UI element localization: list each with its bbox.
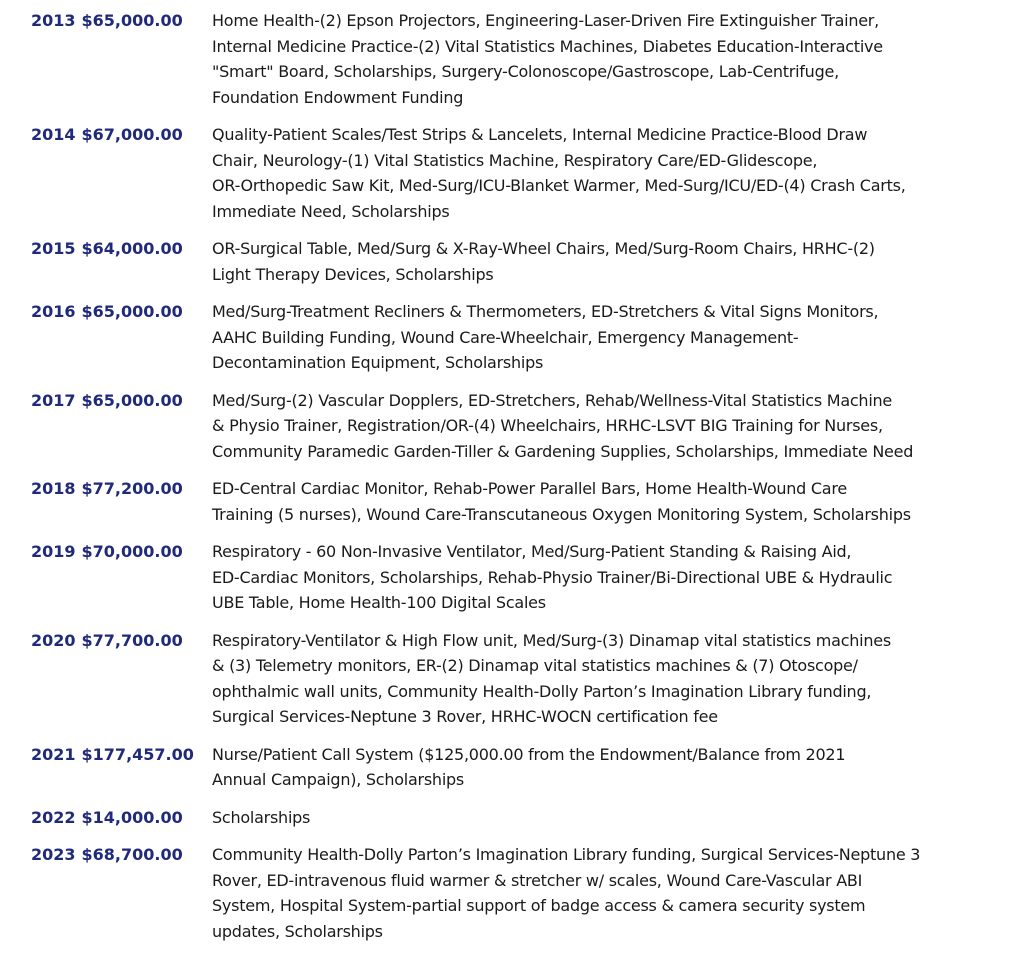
description-line: Med/Surg-(2) Vascular Dopplers, ED-Stretchers, Rehab/Wellness-Vital Statistics Machine	[212, 390, 892, 410]
entry-description	[212, 742, 1004, 793]
entry-year: 2013	[31, 11, 76, 30]
description-line: Community Paramedic Garden-Tiller & Gardening Supplies, Scholarships, Immediate Need	[212, 441, 914, 461]
entry-description	[212, 476, 1004, 527]
description-line: Chair, Neurology-(1) Vital Statistics Machine, Respiratory Care/ED-Glidescope,	[212, 150, 818, 170]
entry-2023	[31, 842, 1004, 944]
description-line: OR-Surgical Table, Med/Surg & X-Ray-Wheel Chairs, Med/Surg-Room Chairs, HRHC-(2)	[212, 239, 875, 258]
entry-year: 2016	[31, 302, 76, 321]
entry-2020	[31, 628, 1004, 730]
description-line: Surgical Services-Neptune 3 Rover, HRHC-WOCN certification fee	[212, 707, 718, 726]
description-line: Immediate Need, Scholarships	[212, 201, 450, 221]
entry-2015	[31, 236, 1004, 287]
description-line: Community Health-Dolly Parton’s Imagination Library funding, Surgical Services-Neptune 3	[212, 845, 921, 864]
entry-heading	[31, 628, 212, 654]
entry-amount: $65,000.00	[81, 390, 183, 410]
entry-2013	[31, 8, 1004, 110]
description-line: ophthalmic wall units, Community Health-Dolly Parton’s Imagination Library funding,	[212, 681, 872, 701]
entry-amount: $65,000.00	[81, 11, 183, 30]
description-line: AAHC Building Funding, Wound Care-Wheelchair, Emergency Management-	[212, 327, 799, 347]
entry-amount: $177,457.00	[81, 744, 194, 764]
entry-heading	[31, 299, 212, 325]
description-line: Annual Campaign), Scholarships	[212, 770, 465, 789]
entry-description	[212, 842, 1004, 944]
description-line: Decontamination Equipment, Scholarships	[212, 353, 544, 372]
description-line: Med/Surg-Treatment Recliners & Thermometers, ED-Stretchers & Vital Signs Monitors,	[212, 302, 879, 321]
entry-description	[212, 628, 1004, 730]
description-line: Nurse/Patient Call System ($125,000.00 from the Endowment/Balance from 2021	[212, 744, 846, 764]
entry-year: 2014	[31, 125, 76, 144]
entry-year: 2015	[31, 239, 76, 258]
entry-year: 2022	[31, 807, 76, 827]
entry-2019	[31, 539, 1004, 616]
description-line: Home Health-(2) Epson Projectors, Engineering-Laser-Driven Fire Extinguisher Trainer,	[212, 11, 879, 30]
entry-year: 2018	[31, 479, 76, 498]
entry-2017	[31, 388, 1004, 465]
description-line: Respiratory - 60 Non-Invasive Ventilator, Med/Surg-Patient Standing & Raising Aid,	[212, 542, 852, 561]
entry-2014	[31, 122, 1004, 224]
entry-description	[212, 539, 1004, 616]
entry-year: 2023	[31, 845, 76, 864]
description-line: & (3) Telemetry monitors, ER-(2) Dinamap vital statistics machines & (7) Otoscope/	[212, 656, 858, 675]
description-line: System, Hospital System-partial support of badge access & camera security system	[212, 896, 866, 915]
description-line: Internal Medicine Practice-(2) Vital Statistics Machines, Diabetes Education-Interactive	[212, 36, 883, 56]
entry-heading	[31, 8, 212, 34]
entry-description	[212, 805, 1004, 831]
entry-amount: $77,700.00	[81, 630, 183, 650]
entry-amount: $68,700.00	[81, 845, 183, 864]
description-line: UBE Table, Home Health-100 Digital Scales	[212, 593, 546, 612]
description-line: Training (5 nurses), Wound Care-Transcutaneous Oxygen Monitoring System, Scholarships	[212, 504, 911, 524]
entry-amount: $65,000.00	[81, 302, 183, 321]
description-line: OR-Orthopedic Saw Kit, Med-Surg/ICU-Blanket Warmer, Med-Surg/ICU/ED-(4) Crash Carts,	[212, 176, 906, 195]
entry-2018	[31, 476, 1004, 527]
description-line: "Smart" Board, Scholarships, Surgery-Colonoscope/Gastroscope, Lab-Centrifuge,	[212, 62, 839, 81]
description-line: Light Therapy Devices, Scholarships	[212, 264, 494, 284]
entry-year: 2019	[31, 542, 76, 561]
entry-year: 2017	[31, 390, 76, 410]
entry-amount: $14,000.00	[81, 807, 183, 827]
entry-heading	[31, 539, 212, 565]
description-line: & Physio Trainer, Registration/OR-(4) Wheelchairs, HRHC-LSVT BIG Training for Nurses,	[212, 416, 883, 435]
description-line: Respiratory-Ventilator & High Flow unit, Med/Surg-(3) Dinamap vital statistics machines	[212, 630, 891, 650]
entry-heading	[31, 476, 212, 502]
entry-heading	[31, 742, 212, 768]
entry-2021	[31, 742, 1004, 793]
entry-2016	[31, 299, 1004, 376]
entry-heading	[31, 842, 212, 868]
entry-heading	[31, 236, 212, 262]
entry-amount: $77,200.00	[81, 479, 183, 498]
entry-heading	[31, 122, 212, 148]
entry-description	[212, 122, 1004, 224]
entry-amount: $70,000.00	[81, 542, 183, 561]
entry-description	[212, 388, 1004, 465]
entry-description	[212, 236, 1004, 287]
entry-2022	[31, 805, 1004, 831]
description-line: ED-Cardiac Monitors, Scholarships, Rehab-Physio Trainer/Bi-Directional UBE & Hydraulic	[212, 567, 893, 587]
description-line: Quality-Patient Scales/Test Strips & Lancelets, Internal Medicine Practice-Blood Draw	[212, 125, 868, 144]
entry-amount: $64,000.00	[81, 239, 183, 258]
description-line: updates, Scholarships	[212, 921, 383, 941]
entry-year: 2020	[31, 630, 76, 650]
entry-year: 2021	[31, 744, 76, 764]
description-line: Foundation Endowment Funding	[212, 87, 464, 107]
entry-heading	[31, 388, 212, 414]
description-line: ED-Central Cardiac Monitor, Rehab-Power Parallel Bars, Home Health-Wound Care	[212, 479, 847, 498]
entry-heading	[31, 805, 212, 831]
entry-description	[212, 8, 1004, 110]
entry-amount: $67,000.00	[81, 125, 183, 144]
entry-description	[212, 299, 1004, 376]
description-line: Rover, ED-intravenous fluid warmer & stretcher w/ scales, Wound Care-Vascular ABI	[212, 870, 863, 890]
description-line: Scholarships	[212, 807, 311, 827]
